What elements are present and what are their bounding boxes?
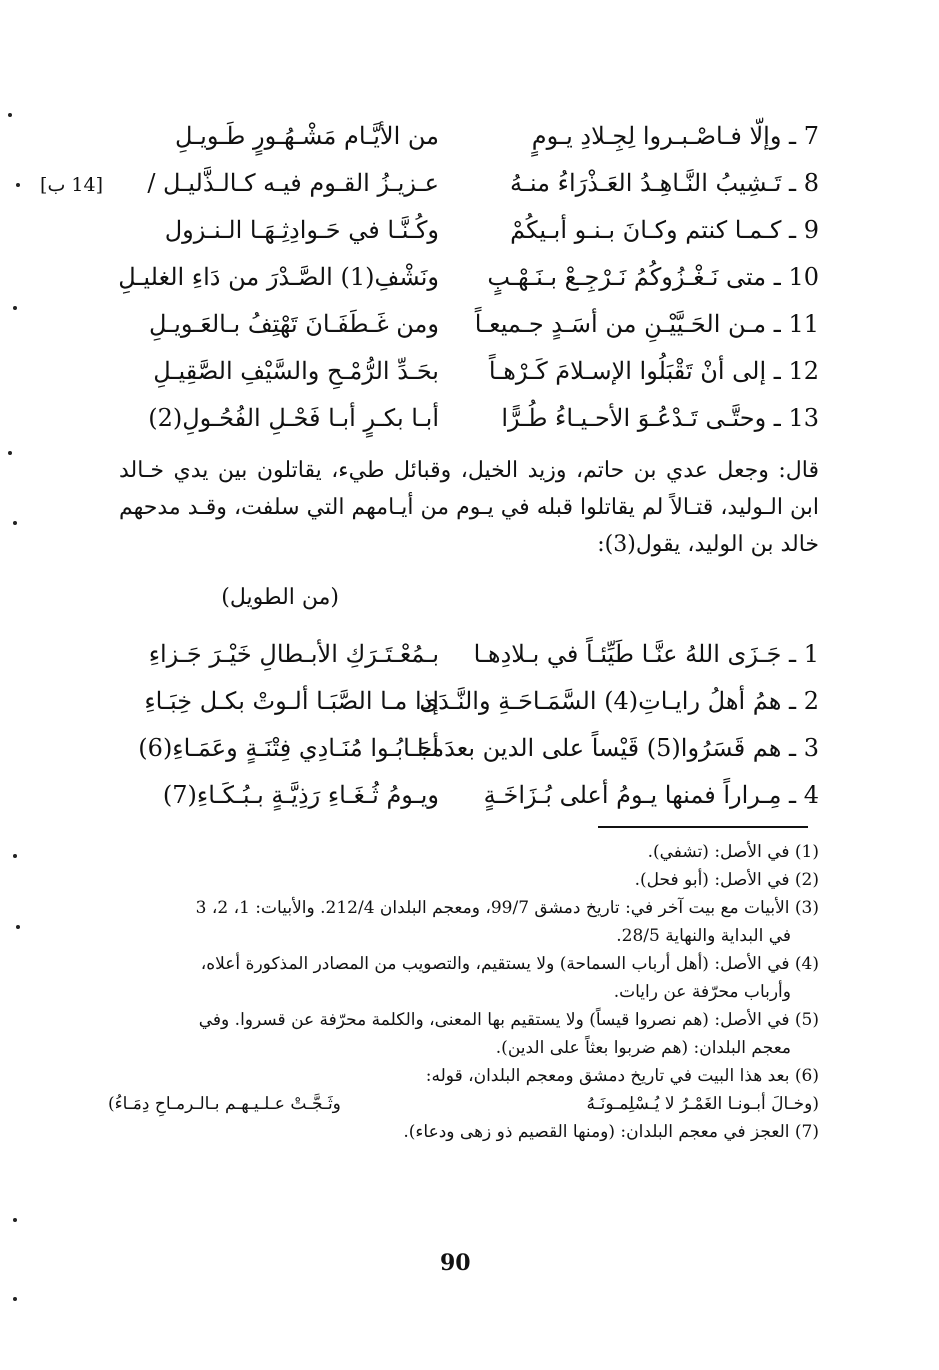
poem-2 <box>99 631 819 819</box>
scan-speck <box>13 1218 17 1222</box>
verse-first-hemistich: 4 ـ مِـراراً فمنها يـومُ أعلى بُـزَاخَـةٍ <box>483 781 819 809</box>
verse-second-hemistich: ونَشْفِ(1) الصَّـدْرَ من دَاءِ الغليـلِ <box>118 263 439 291</box>
verse-second-hemistich: من الأيَّـام مَشْـهُـورٍ طَـويـلِ <box>174 122 439 150</box>
verse-first-hemistich: 11 ـ مـن الحَـيَّيْـنِ من أسَـدٍ جـميعـاً <box>474 310 819 338</box>
footnote-5-continued: معجم البلدان: (هم ضربوا بعثاً على الدين). <box>495 1038 791 1058</box>
verse-line <box>99 772 819 819</box>
footnote-6: (6) بعد هذا البيت في تاريخ دمشق ومعجم البلدان، قوله: <box>425 1066 819 1086</box>
scan-speck <box>16 183 20 187</box>
verse-first-hemistich: 12 ـ إلى أنْ تَقْبَلُوا الإسـلامَ كَـرْهـاً <box>488 357 819 385</box>
verse-second-hemistich: أجَـابُـوا مُنَـادِي فِتْنَـةٍ وعَمَـاءِ(6) <box>138 734 439 762</box>
scan-speck <box>16 925 20 929</box>
verse-second-hemistich: بـمُعْـتَـرَكِ الأبـطالِ خَيْـرَ جَـزاءِ <box>148 640 439 668</box>
footnote-1: (1) في الأصل: (تشفي). <box>647 842 819 862</box>
verse-first-hemistich: 2 ـ همُ أهلُ رايـاتِ(4) السَّمَـاحَـةِ والنَّـدَى <box>419 687 819 715</box>
footnote-5: (5) في الأصل: (هم نصروا قيساً) ولا يستقيم بها المعنى، والكلمة محرّفة عن قسروا. وفي <box>198 1010 819 1030</box>
footnotes <box>104 838 819 1146</box>
verse-first-hemistich: 7 ـ وإلّا فـاصْـبـروا لِجِـلادِ يـومٍ <box>531 122 819 150</box>
verse-line <box>99 160 819 207</box>
verse-line <box>99 395 819 442</box>
verse-second-hemistich: وكُـنَّـا في حَـوادِثِـهَـا الـنـزول <box>164 216 439 244</box>
scan-speck <box>13 521 17 525</box>
manuscript-folio-marker: [14 ب] <box>40 174 103 196</box>
footnote-4: (4) في الأصل: (أهل أرباب السماحة) ولا يستقيم، والتصويب من المصادر المذكورة أعلاه، <box>200 954 819 974</box>
poem-1 <box>99 113 819 442</box>
footnote-6-verse <box>104 1090 819 1118</box>
footnote-4-continued: وأرباب محرّفة عن رايات. <box>613 982 791 1002</box>
verse-first-hemistich: 9 ـ كـمـا كنتم وكـانَ بـنـو أبـيكُمْ <box>510 216 819 244</box>
poetic-meter-label: (من الطويل) <box>221 585 339 610</box>
verse-second-hemistich: بحَـدِّ الرُّمْـحِ والسَّيْفِ الصَّقِيـلِ <box>153 357 439 385</box>
footnote-2: (2) في الأصل: (أبو فحل). <box>634 870 819 890</box>
verse-line <box>99 678 819 725</box>
footnote-3-continued: في البداية والنهاية 28/5. <box>616 926 791 946</box>
verse-second-hemistich: إذا مـا الصَّبَـا ألـوتْ بكـل خِبَـاءِ <box>144 687 439 715</box>
verse-line <box>99 207 819 254</box>
verse-first-hemistich: 10 ـ متى نَـغْـزُوكُمُ نَـرْجِـعْ بـنَـهْـبٍ <box>487 263 819 291</box>
verse-first-hemistich: 3 ـ هم قَسَرُوا(5) قَيْساً على الدين بعدَمـا <box>416 734 819 762</box>
verse-second-hemistich: عـزيـزُ القـوم فيـه كـالـذَّليـل / <box>147 169 439 197</box>
scan-speck <box>8 451 12 455</box>
footnote-separator <box>598 826 808 828</box>
footnote-verse-first-hemistich: (وخـالَ أبـونـا الغَمْـرُ لا يُـسْلِمـونَـهُ <box>586 1094 819 1114</box>
verse-line <box>99 301 819 348</box>
verse-line <box>99 725 819 772</box>
scan-speck <box>13 306 17 310</box>
page-number: 90 <box>440 1250 471 1276</box>
verse-second-hemistich: أبـا بكـرٍ أبـا فَحْـلِ الفُحُـولِ(2) <box>148 404 439 432</box>
verse-first-hemistich: 1 ـ جَـزَى اللهُ عنَّـا طَيِّئـاً في بـلادِهـا <box>473 640 819 668</box>
verse-second-hemistich: ومن غَـطَفَـانَ تَهْتِفُ بـالعَـويـلِ <box>148 310 439 338</box>
verse-line <box>99 631 819 678</box>
scan-speck <box>13 1297 17 1301</box>
scan-speck <box>8 113 12 117</box>
verse-line <box>99 113 819 160</box>
scan-speck <box>13 854 17 858</box>
footnote-verse-second-hemistich: وثَـجَّـتْ عـلـيـهـم بـالـرمـاحِ دِمَـاءُ) <box>108 1094 341 1114</box>
verse-first-hemistich: 13 ـ وحتَّـى تَـدْعُـوَ الأحـيـاءُ طُـرًّا <box>501 404 819 432</box>
verse-first-hemistich: 8 ـ تَـشِيبُ النَّـاهِـدُ العَـذْرَاءُ منـهُ <box>510 169 819 197</box>
verse-line <box>99 254 819 301</box>
verse-second-hemistich: ويـومُ ثُـغَـاءِ رَذِيَّـةٍ بـبُـكَـاءِ(7) <box>162 781 439 809</box>
verse-line <box>99 348 819 395</box>
narrative-paragraph: قال: وجعل عدي بن حاتم، وزيد الخيل، وقبائل طيء، يقاتلون بين يدي خـالد ابن الـوليد، قتـالاً لم يقاتلوا قبله في يـوم من أيـامهم التي سلفت، وقـد مدحهم خالد بن الوليد، يقول(3): <box>119 458 819 557</box>
footnote-3: (3) الأبيات مع بيت آخر في: تاريخ دمشق 99/7، ومعجم البلدان 212/4. والأبيات: 1، 2، 3 <box>195 898 819 918</box>
footnote-7: (7) العجز في معجم البلدان: (ومنها القصيم ذو زهى ودعاء). <box>403 1122 819 1142</box>
